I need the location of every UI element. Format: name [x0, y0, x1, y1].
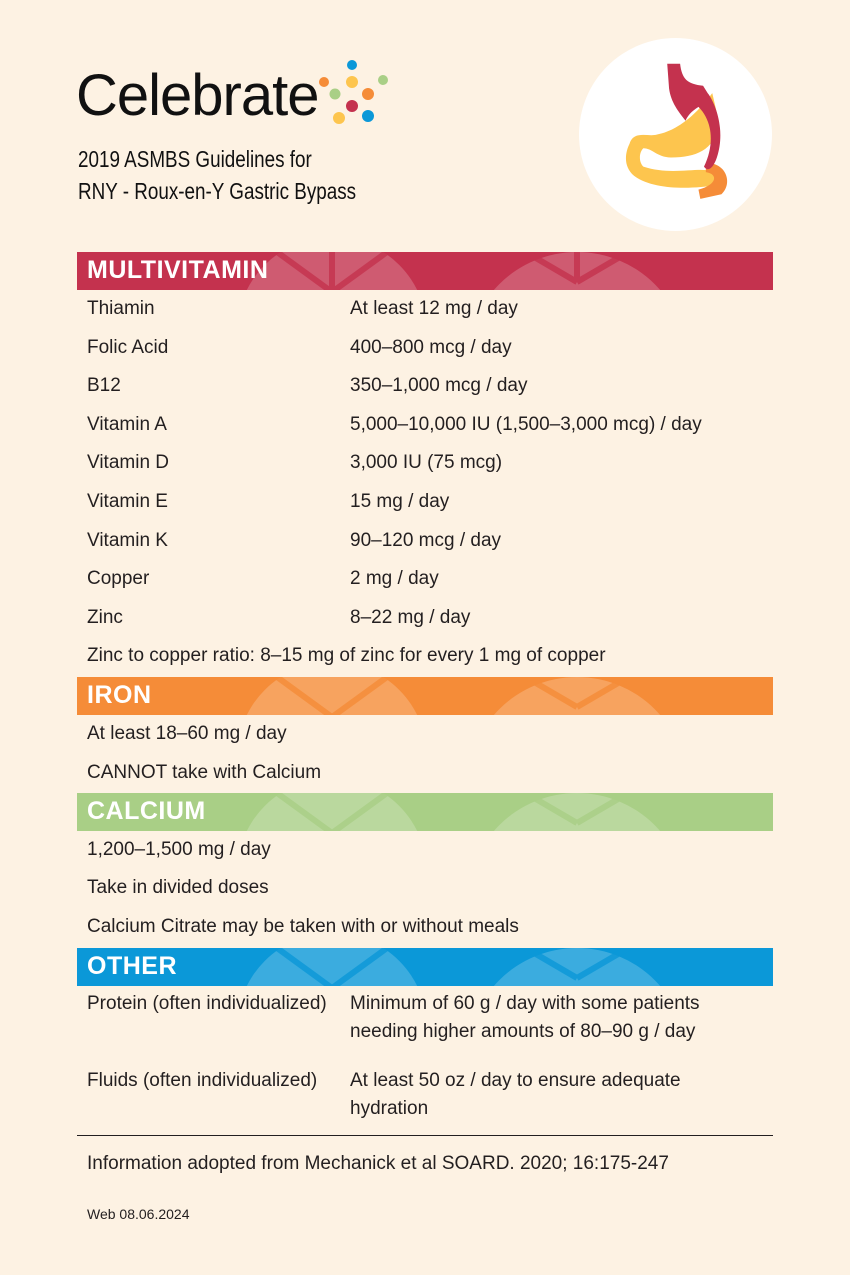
web-date: Web 08.06.2024 [87, 1206, 190, 1222]
nutrient-value: 5,000–10,000 IU (1,500–3,000 mcg) / day [350, 413, 702, 435]
nutrient-value: 3,000 IU (75 mcg) [350, 452, 503, 474]
title-line-1: 2019 ASMBS Guidelines for [78, 146, 312, 172]
calcium-line: Take in divided doses [87, 877, 269, 898]
section-header-calcium [77, 793, 773, 831]
nutrient-name: Vitamin E [87, 491, 168, 512]
value-line: At least 50 oz / day to ensure adequate [350, 1070, 681, 1091]
other-value [350, 1067, 750, 1123]
value-line: hydration [350, 1098, 429, 1119]
nutrient-name: Zinc [87, 606, 123, 628]
stomach-icon [579, 38, 772, 231]
calcium-line: 1,200–1,500 mg / day [87, 839, 271, 860]
value-line: needing higher amounts of 80–90 g / day [350, 1021, 696, 1042]
decorative-wheel-icon [77, 677, 773, 715]
nutrient-name: Thiamin [87, 298, 155, 319]
nutrient-name: Vitamin K [87, 529, 168, 551]
nutrient-value: 350–1,000 mcg / day [350, 375, 528, 397]
source-note: Information adopted from Mechanick et al SOARD. 2020; 16:175-247 [87, 1153, 669, 1174]
nutrient-value: 15 mg / day [350, 491, 450, 512]
nutrient-value: 2 mg / day [350, 568, 439, 590]
decorative-wheel-icon [77, 948, 773, 986]
value-line: Minimum of 60 g / day with some patients [350, 993, 700, 1014]
iron-line: CANNOT take with Calcium [87, 762, 322, 783]
nutrient-value: 400–800 mcg / day [350, 336, 512, 358]
celebrate-logo: Celebrate [76, 63, 319, 128]
section-header-other [77, 948, 773, 986]
section-title: CALCIUM [87, 797, 206, 825]
nutrient-value: 90–120 mcg / day [350, 529, 502, 551]
nutrient-value: 8–22 mg / day [350, 606, 471, 628]
other-value [350, 990, 750, 1046]
iron-line: At least 18–60 mg / day [87, 723, 287, 744]
nutrient-value: At least 12 mg / day [350, 298, 518, 319]
section-header-multivitamin [77, 252, 773, 290]
section-title: MULTIVITAMIN [87, 256, 269, 284]
nutrient-name: Vitamin D [87, 452, 170, 474]
section-header-iron [77, 677, 773, 715]
logo-dots-icon [312, 58, 392, 128]
nutrient-name: Vitamin A [87, 413, 167, 435]
section-title: IRON [87, 681, 152, 709]
nutrient-name: Copper [87, 568, 150, 590]
other-name: Protein (often individualized) [87, 993, 327, 1014]
nutrient-name: B12 [87, 375, 121, 397]
zinc-copper-note: Zinc to copper ratio: 8–15 mg of zinc for every 1 mg of copper [87, 645, 606, 667]
stomach-illustration [579, 38, 772, 231]
other-name: Fluids (often individualized) [87, 1070, 318, 1091]
nutrient-name: Folic Acid [87, 336, 169, 358]
calcium-line: Calcium Citrate may be taken with or without meals [87, 916, 519, 937]
title-line-2: RNY - Roux-en-Y Gastric Bypass [78, 178, 357, 204]
section-title: OTHER [87, 952, 177, 980]
divider [77, 1135, 773, 1136]
